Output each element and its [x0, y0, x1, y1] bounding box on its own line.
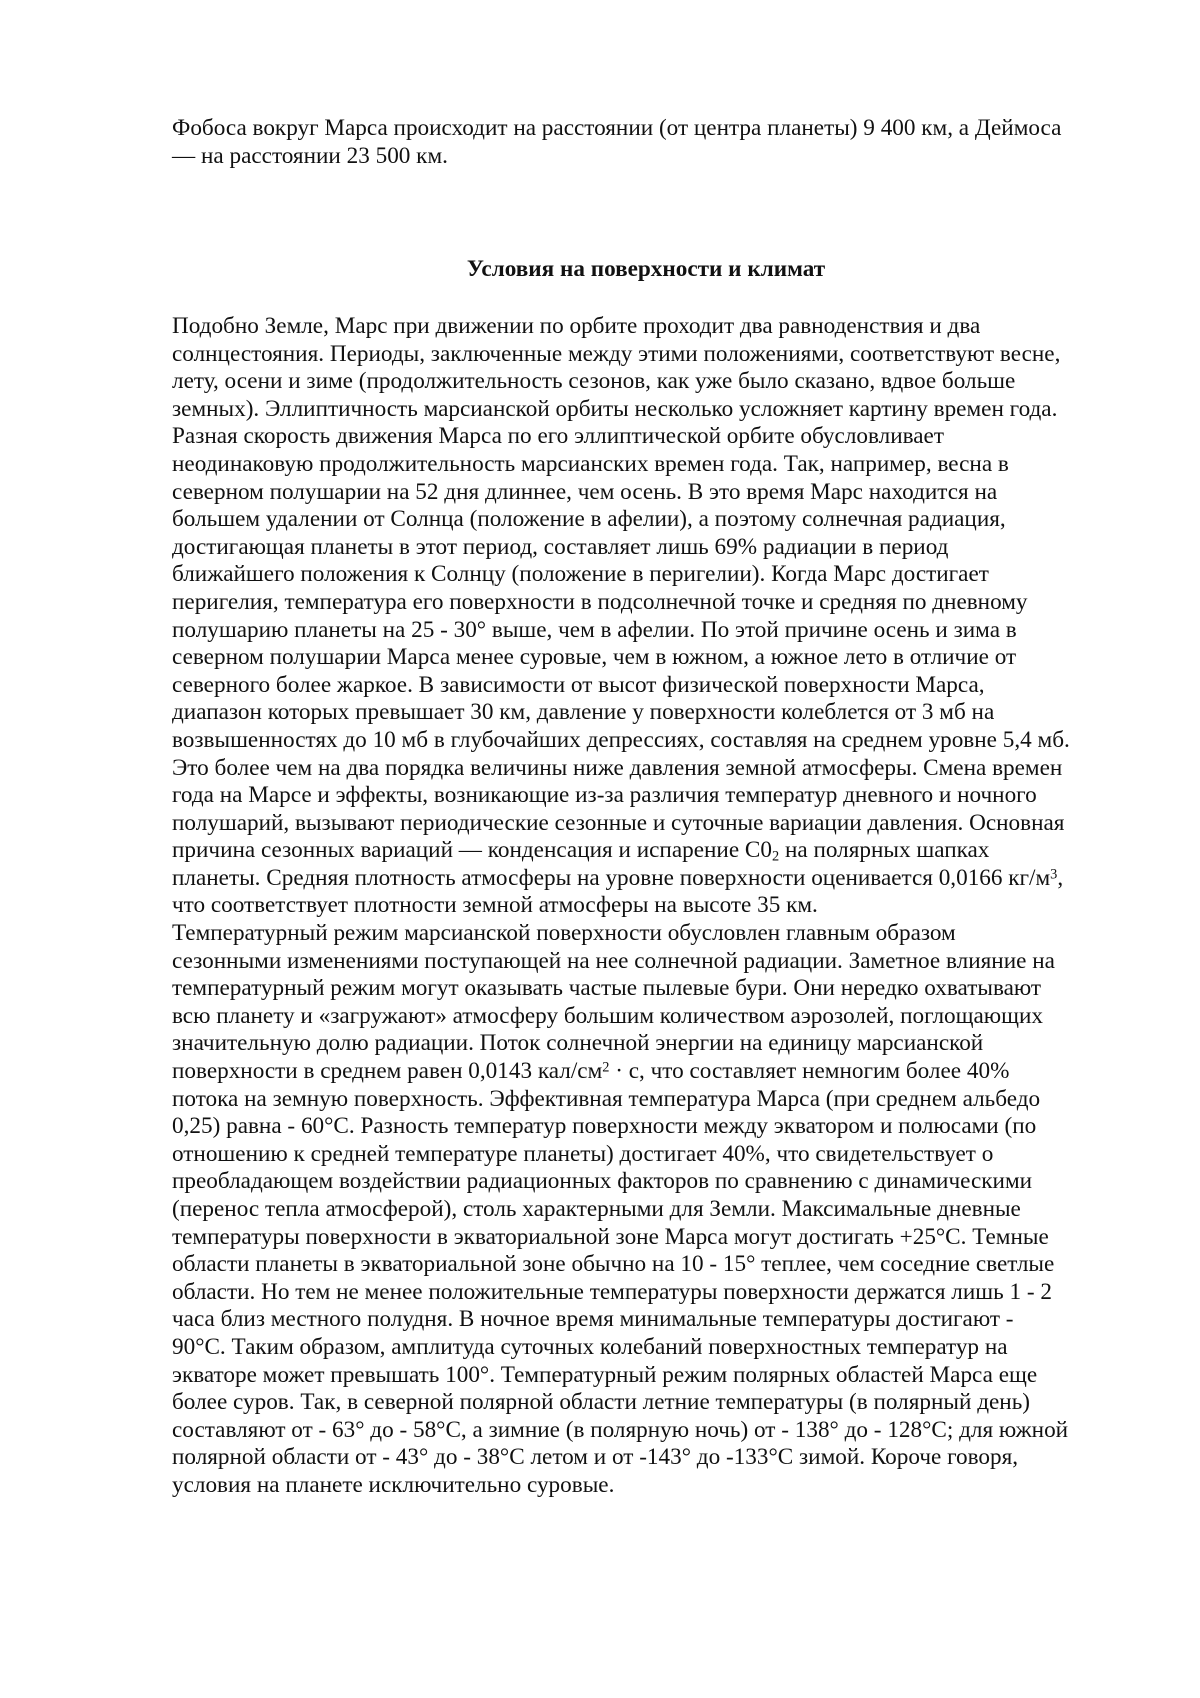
subscript: 2 [771, 848, 780, 865]
text-segment: поверхности в среднем равен 0,0143 кал/см [172, 1058, 603, 1085]
text-line-density [172, 865, 1120, 893]
text-line: часа близ местного полудня. В ночное время минимальные температуры достигают - [172, 1306, 1014, 1333]
text-line: полярной области от - 43° до - 38°С летом и от -143° до -133°С зимой. Короче говоря, [172, 1444, 1019, 1471]
text-line: полушарию планеты на 25 - 30° выше, чем в афелии. По этой причине осень и зима в [172, 616, 1017, 643]
text-line: всю планету и «загружают» атмосферу большим количеством аэрозолей, поглощающих [172, 1002, 1043, 1029]
text-line: Подобно Земле, Марс при движении по орбите проходит два равноденствия и два [172, 313, 981, 339]
text-line: температуры поверхности в экваториальной зоне Марса могут достигать +25°С. Темные [172, 1223, 1049, 1250]
text-line: северном полушарии Марса менее суровые, чем в южном, а южное лето в отличие от [172, 644, 1017, 671]
text-segment: , [1057, 864, 1064, 891]
body-paragraphs [172, 313, 1120, 1500]
text-line: перигелия, температура его поверхности в подсолнечной точке и средняя по дневному [172, 588, 1028, 615]
text-line: лету, осени и зиме (продолжительность сезонов, как уже было сказано, вдвое больше [172, 368, 1016, 395]
text-line: более суров. Так, в северной полярной области летние температуры (в полярный день) [172, 1389, 1031, 1416]
text-line: области планеты в экваториальной зоне обычно на 10 - 15° теплее, чем соседние светлые [172, 1251, 1055, 1278]
text-segment: планеты. Средняя плотность атмосферы на уровне поверхности оценивается 0,0166 кг/м [172, 864, 1051, 891]
text-line: достигающая планеты в этот период, составляет лишь 69% радиации в период [172, 533, 949, 560]
text-line: возвышенностях до 10 мб в глубочайших депрессиях, составляя на среднем уровне 5,4 мб. [172, 726, 1070, 753]
text-line: Фобоса вокруг Марса происходит на расстоянии (от центра планеты) 9 400 км, а Деймоса [172, 115, 1062, 141]
text-line: экваторе может превышать 100°. Температурный режим полярных областей Марса еще [172, 1361, 1038, 1388]
text-segment: причина сезонных вариаций — конденсация и испарение С0 [172, 837, 772, 864]
text-line: северного более жаркое. В зависимости от высот физической поверхности Марса, [172, 671, 985, 698]
lead-paragraph [172, 115, 1120, 170]
text-line: северном полушарии на 52 дня длиннее, чем осень. В это время Марс находится на [172, 478, 998, 505]
text-line: года на Марсе и эффекты, возникающие из-за различия температур дневного и ночного [172, 782, 1037, 809]
text-line: (перенос тепла атмосферой), столь характерными для Земли. Максимальные дневные [172, 1196, 1021, 1222]
text-line: сезонными изменениями поступающей на нее солнечной радиации. Заметное влияние на [172, 947, 1055, 974]
text-line: 0,25) равна - 60°С. Разность температур поверхности между экватором и полюсами (по [172, 1113, 1037, 1140]
superscript: 3 [1050, 866, 1058, 883]
text-line: области. Но тем не менее положительные температуры поверхности держатся лишь 1 - 2 [172, 1278, 1053, 1305]
text-segment: · с, что составляет немногим более 40% [609, 1058, 1010, 1085]
text-line: солнцестояния. Периоды, заключенные между этими положениями, соответствуют весне, [172, 340, 1061, 367]
section-heading: Условия на поверхности и климат [466, 256, 826, 282]
text-line: неодинаковую продолжительность марсианских времен года. Так, например, весна в [172, 450, 1009, 477]
text-line: диапазон которых превышает 30 км, давление у поверхности колеблется от 3 мб на [172, 699, 995, 726]
text-line: полушарий, вызывают периодические сезонные и суточные вариации давления. Основная [172, 809, 1065, 836]
text-line: ближайшего положения к Солнцу (положение в перигелии). Когда Марс достигает [172, 561, 989, 588]
text-line: земных). Эллиптичность марсианской орбиты несколько усложняет картину времен года. [172, 395, 1058, 422]
text-line: что соответствует плотности земной атмосферы на высоте 35 км. [172, 892, 818, 919]
text-line-flux [172, 1058, 1120, 1086]
text-line: — на расстоянии 23 500 км. [172, 142, 448, 169]
text-line: температурный режим могут оказывать частые пылевые бури. Они нередко охватывают [172, 975, 1042, 1002]
text-segment: на полярных шапках [779, 837, 990, 864]
text-line: потока на земную поверхность. Эффективная температура Марса (при среднем альбедо [172, 1085, 1041, 1112]
text-line: условия на планете исключительно суровые. [172, 1471, 615, 1498]
superscript: 2 [602, 1059, 610, 1076]
text-line: значительную долю радиации. Поток солнечной энергии на единицу марсианской [172, 1030, 984, 1057]
text-line: составляют от - 63° до - 58°С, а зимние (в полярную ночь) от - 138° до - 128°С; для южной [172, 1416, 1069, 1443]
text-line: преобладающем воздействии радиационных факторов по сравнению с динамическими [172, 1168, 1033, 1195]
text-line: большем удалении от Солнца (положение в афелии), а поэтому солнечная радиация, [172, 506, 1006, 533]
text-line-co2 [172, 837, 1120, 865]
text-line: отношению к средней температуре планеты) достигает 40%, что свидетельствует о [172, 1140, 994, 1167]
text-line: Температурный режим марсианской поверхности обусловлен главным образом [172, 920, 956, 947]
text-line: 90°С. Таким образом, амплитуда суточных колебаний поверхностных температур на [172, 1333, 1008, 1360]
text-line: Разная скорость движения Марса по его эллиптической орбите обусловливает [172, 423, 944, 450]
text-line: Это более чем на два порядка величины ниже давления земной атмосферы. Смена времен [172, 754, 1063, 781]
